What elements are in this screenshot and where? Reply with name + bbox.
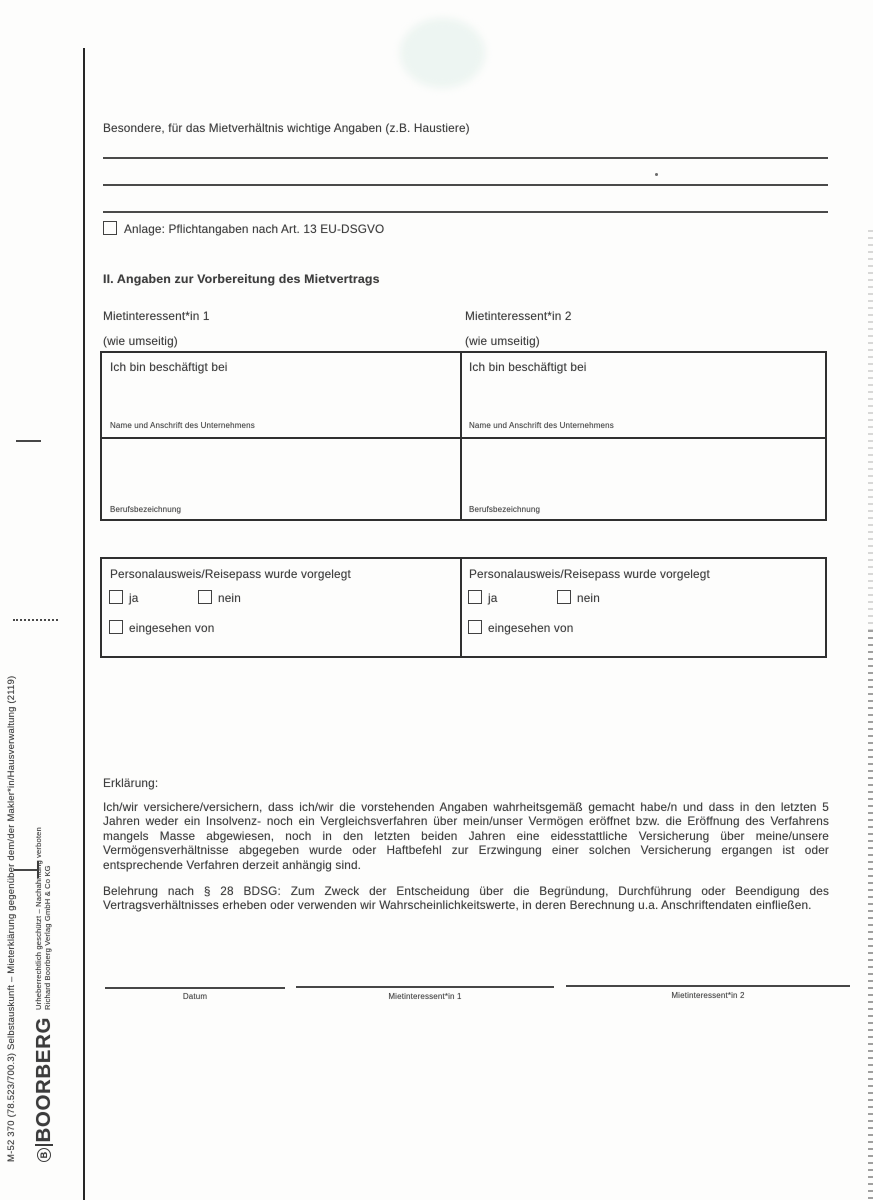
declaration-text: Ich/wir versichere/versichern, dass ich/wir die vorstehenden Angaben wahrheitsgemäß gemacht habe/n und dass in den letzten 5 Jahren weder ein Insolvenz- noch ein Vergleichsverfahren über mein/unser Vermögen eröffnet bzw. die Eröffnung des Verfahrens mangels Masse abgewiesen, noch in den letzten beiden Jahren eine eidesstattliche Versicherung über meine/unsere Vermögensverhältnisse abgegeben wurde oder Haftbefehl zur Erzwingung einer solchen Versicherung ergangen ist oder entsprechende Verfahren derzeit anhängig sind.: [103, 800, 829, 872]
page-edge-crease: [83, 48, 85, 1200]
boorberg-logo: [32, 1017, 56, 1162]
applicant2-signature-label: Mietinteressent*in 2: [671, 991, 745, 1000]
section-heading: II. Angaben zur Vorbereitung des Mietvertrags: [103, 272, 380, 286]
job-caption-1: Berufsbezeichnung: [110, 505, 182, 514]
job-caption-2: Berufsbezeichnung: [469, 505, 541, 514]
employment-table: [100, 351, 827, 521]
nein-checkbox-1[interactable]: [198, 590, 212, 604]
company-caption-2: Name und Anschrift des Unternehmens: [469, 421, 614, 430]
id-check-table: [100, 557, 827, 658]
applicant2-header: Mietinteressent*in 2: [465, 309, 572, 323]
publisher-sidebar: [6, 675, 82, 1162]
publisher-copyright: [35, 827, 53, 1010]
copyright-line-1: Urheberrechtlich geschützt – Nachahmung verboten: [34, 827, 44, 1010]
company-caption-1: Name und Anschrift des Unternehmens: [110, 421, 255, 430]
perforation-edge-lower: [868, 630, 873, 1200]
boorberg-logo-icon: B: [37, 1148, 51, 1162]
eingesehen-checkbox-2[interactable]: [468, 620, 482, 634]
applicant2-overleaf-note: (wie umseitig): [465, 334, 540, 348]
id-check-title-2: Personalausweis/Reisepass wurde vorgelegt: [469, 567, 710, 581]
nein-label-2: nein: [577, 591, 600, 605]
scan-smudge: [400, 18, 485, 88]
boorberg-logo-text: BOORBERG: [32, 1016, 55, 1143]
logo-divider: [35, 1145, 53, 1147]
eingesehen-label-1: eingesehen von: [129, 621, 215, 635]
id-check-title-1: Personalausweis/Reisepass wurde vorgelegt: [110, 567, 351, 581]
date-signature-label: Datum: [182, 992, 208, 1001]
fold-mark-top: [16, 440, 41, 442]
fold-mark-middle: [13, 619, 58, 621]
form-order-number: M-52 370 (78.523/700.3) Selbstauskunft – Mieterklärung gegenüber dem/der Makler*in/Hausverwaltung (2119): [6, 675, 17, 1162]
applicant1-overleaf-note: (wie umseitig): [103, 334, 178, 348]
applicant1-signature-label: Mietinteressent*in 1: [388, 992, 462, 1001]
instruction-text: Belehrung nach § 28 BDSG: Zum Zweck der Entscheidung über die Begründung, Durchführung oder Beendigung des Vertragsverhältnisses erheben oder verwenden wir Wahrscheinlichkeitswerte, in deren Berechnung u.a. Anschriftendaten einfließen.: [103, 884, 829, 913]
notes-line-3[interactable]: [103, 211, 828, 213]
id-check-divider-v: [460, 559, 462, 656]
notes-line-1[interactable]: [103, 157, 828, 159]
eingesehen-checkbox-1[interactable]: [109, 620, 123, 634]
nein-checkbox-2[interactable]: [557, 590, 571, 604]
perforation-edge-upper: [868, 230, 873, 630]
applicant2-signature-line[interactable]: [566, 985, 850, 987]
declaration-heading: Erklärung:: [103, 776, 159, 790]
employed-at-label-1: Ich bin beschäftigt bei: [110, 360, 228, 374]
nein-label-1: nein: [218, 591, 241, 605]
ja-checkbox-1[interactable]: [109, 590, 123, 604]
date-signature-line[interactable]: [105, 987, 285, 989]
applicant1-signature-line[interactable]: [296, 986, 554, 988]
notes-line-2[interactable]: [103, 184, 828, 186]
scan-speck: [655, 173, 658, 176]
ja-checkbox-2[interactable]: [468, 590, 482, 604]
copyright-line-2: Richard Boorberg Verlag GmbH & Co KG: [43, 865, 52, 1010]
applicant1-header: Mietinteressent*in 1: [103, 309, 210, 323]
ja-label-2: ja: [488, 591, 498, 605]
notes-section-label: Besondere, für das Mietverhältnis wichtige Angaben (z.B. Haustiere): [103, 121, 470, 135]
employed-at-label-2: Ich bin beschäftigt bei: [469, 360, 587, 374]
attachment-checkbox[interactable]: [103, 221, 117, 235]
eingesehen-label-2: eingesehen von: [488, 621, 574, 635]
attachment-checkbox-label: Anlage: Pflichtangaben nach Art. 13 EU-DSGVO: [124, 222, 385, 236]
ja-label-1: ja: [129, 591, 139, 605]
